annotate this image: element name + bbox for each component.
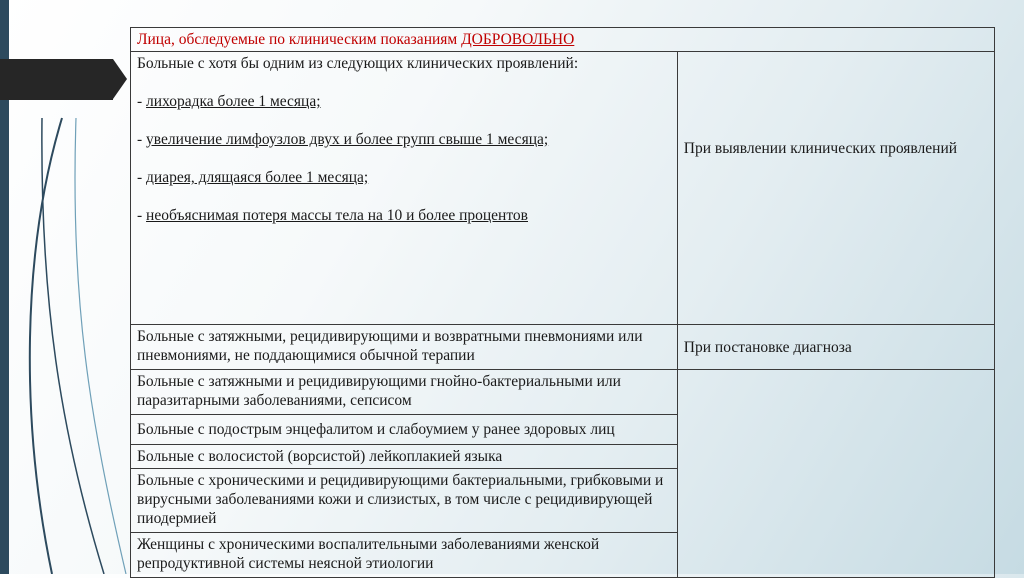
criteria-cell: Больные с подострым энцефалитом и слабоумием у ранее здоровых лиц xyxy=(131,415,678,445)
table-header-row xyxy=(131,28,995,52)
hiv-testing-table xyxy=(130,27,995,578)
criteria-cell xyxy=(131,52,678,325)
criteria-cell: Больные с хроническими и рецидивирующими бактериальными, грибковыми и вирусными заболеваниями кожи и слизистых, в том числе с рецидивирующей пиодермией xyxy=(131,469,678,533)
criteria-item: - лихорадка более 1 месяца; xyxy=(137,93,321,110)
header-emphasis: ДОБРОВОЛЬНО xyxy=(461,31,575,48)
criteria-item: - необъяснимая потеря массы тела на 10 и более процентов xyxy=(137,207,528,224)
timing-cell: При выявлении клинических проявлений xyxy=(677,52,994,325)
criteria-cell: Женщины с хроническими воспалительными заболеваниями женской репродуктивной системы неясной этиологии xyxy=(131,533,678,578)
criteria-cell: Больные с волосистой (ворсистой) лейкоплакией языка xyxy=(131,445,678,469)
criteria-cell: Больные с затяжными и рецидивирующими гнойно-бактериальными или паразитарными заболеваниями, сепсисом xyxy=(131,370,678,415)
table-row xyxy=(131,52,995,325)
decorative-curves xyxy=(0,0,140,574)
criteria-item: - увеличение лимфоузлов двух и более групп свыше 1 месяца; xyxy=(137,131,549,148)
criteria-cell: Больные с затяжными, рецидивирующими и возвратными пневмониями или пневмониями, не поддающимися обычной терапии xyxy=(131,325,678,370)
timing-cell-empty xyxy=(677,370,994,578)
table-row xyxy=(131,325,995,370)
timing-cell: При постановке диагноза xyxy=(677,325,994,370)
criteria-item: - диарея, длящаяся более 1 месяца; xyxy=(137,169,369,186)
criteria-intro: Больные с хотя бы одним из следующих клинических проявлений: xyxy=(137,55,579,72)
header-prefix: Лица, обследуемые по клиническим показаниям xyxy=(137,31,462,48)
table-header-cell xyxy=(131,28,995,52)
table-row xyxy=(131,370,995,415)
